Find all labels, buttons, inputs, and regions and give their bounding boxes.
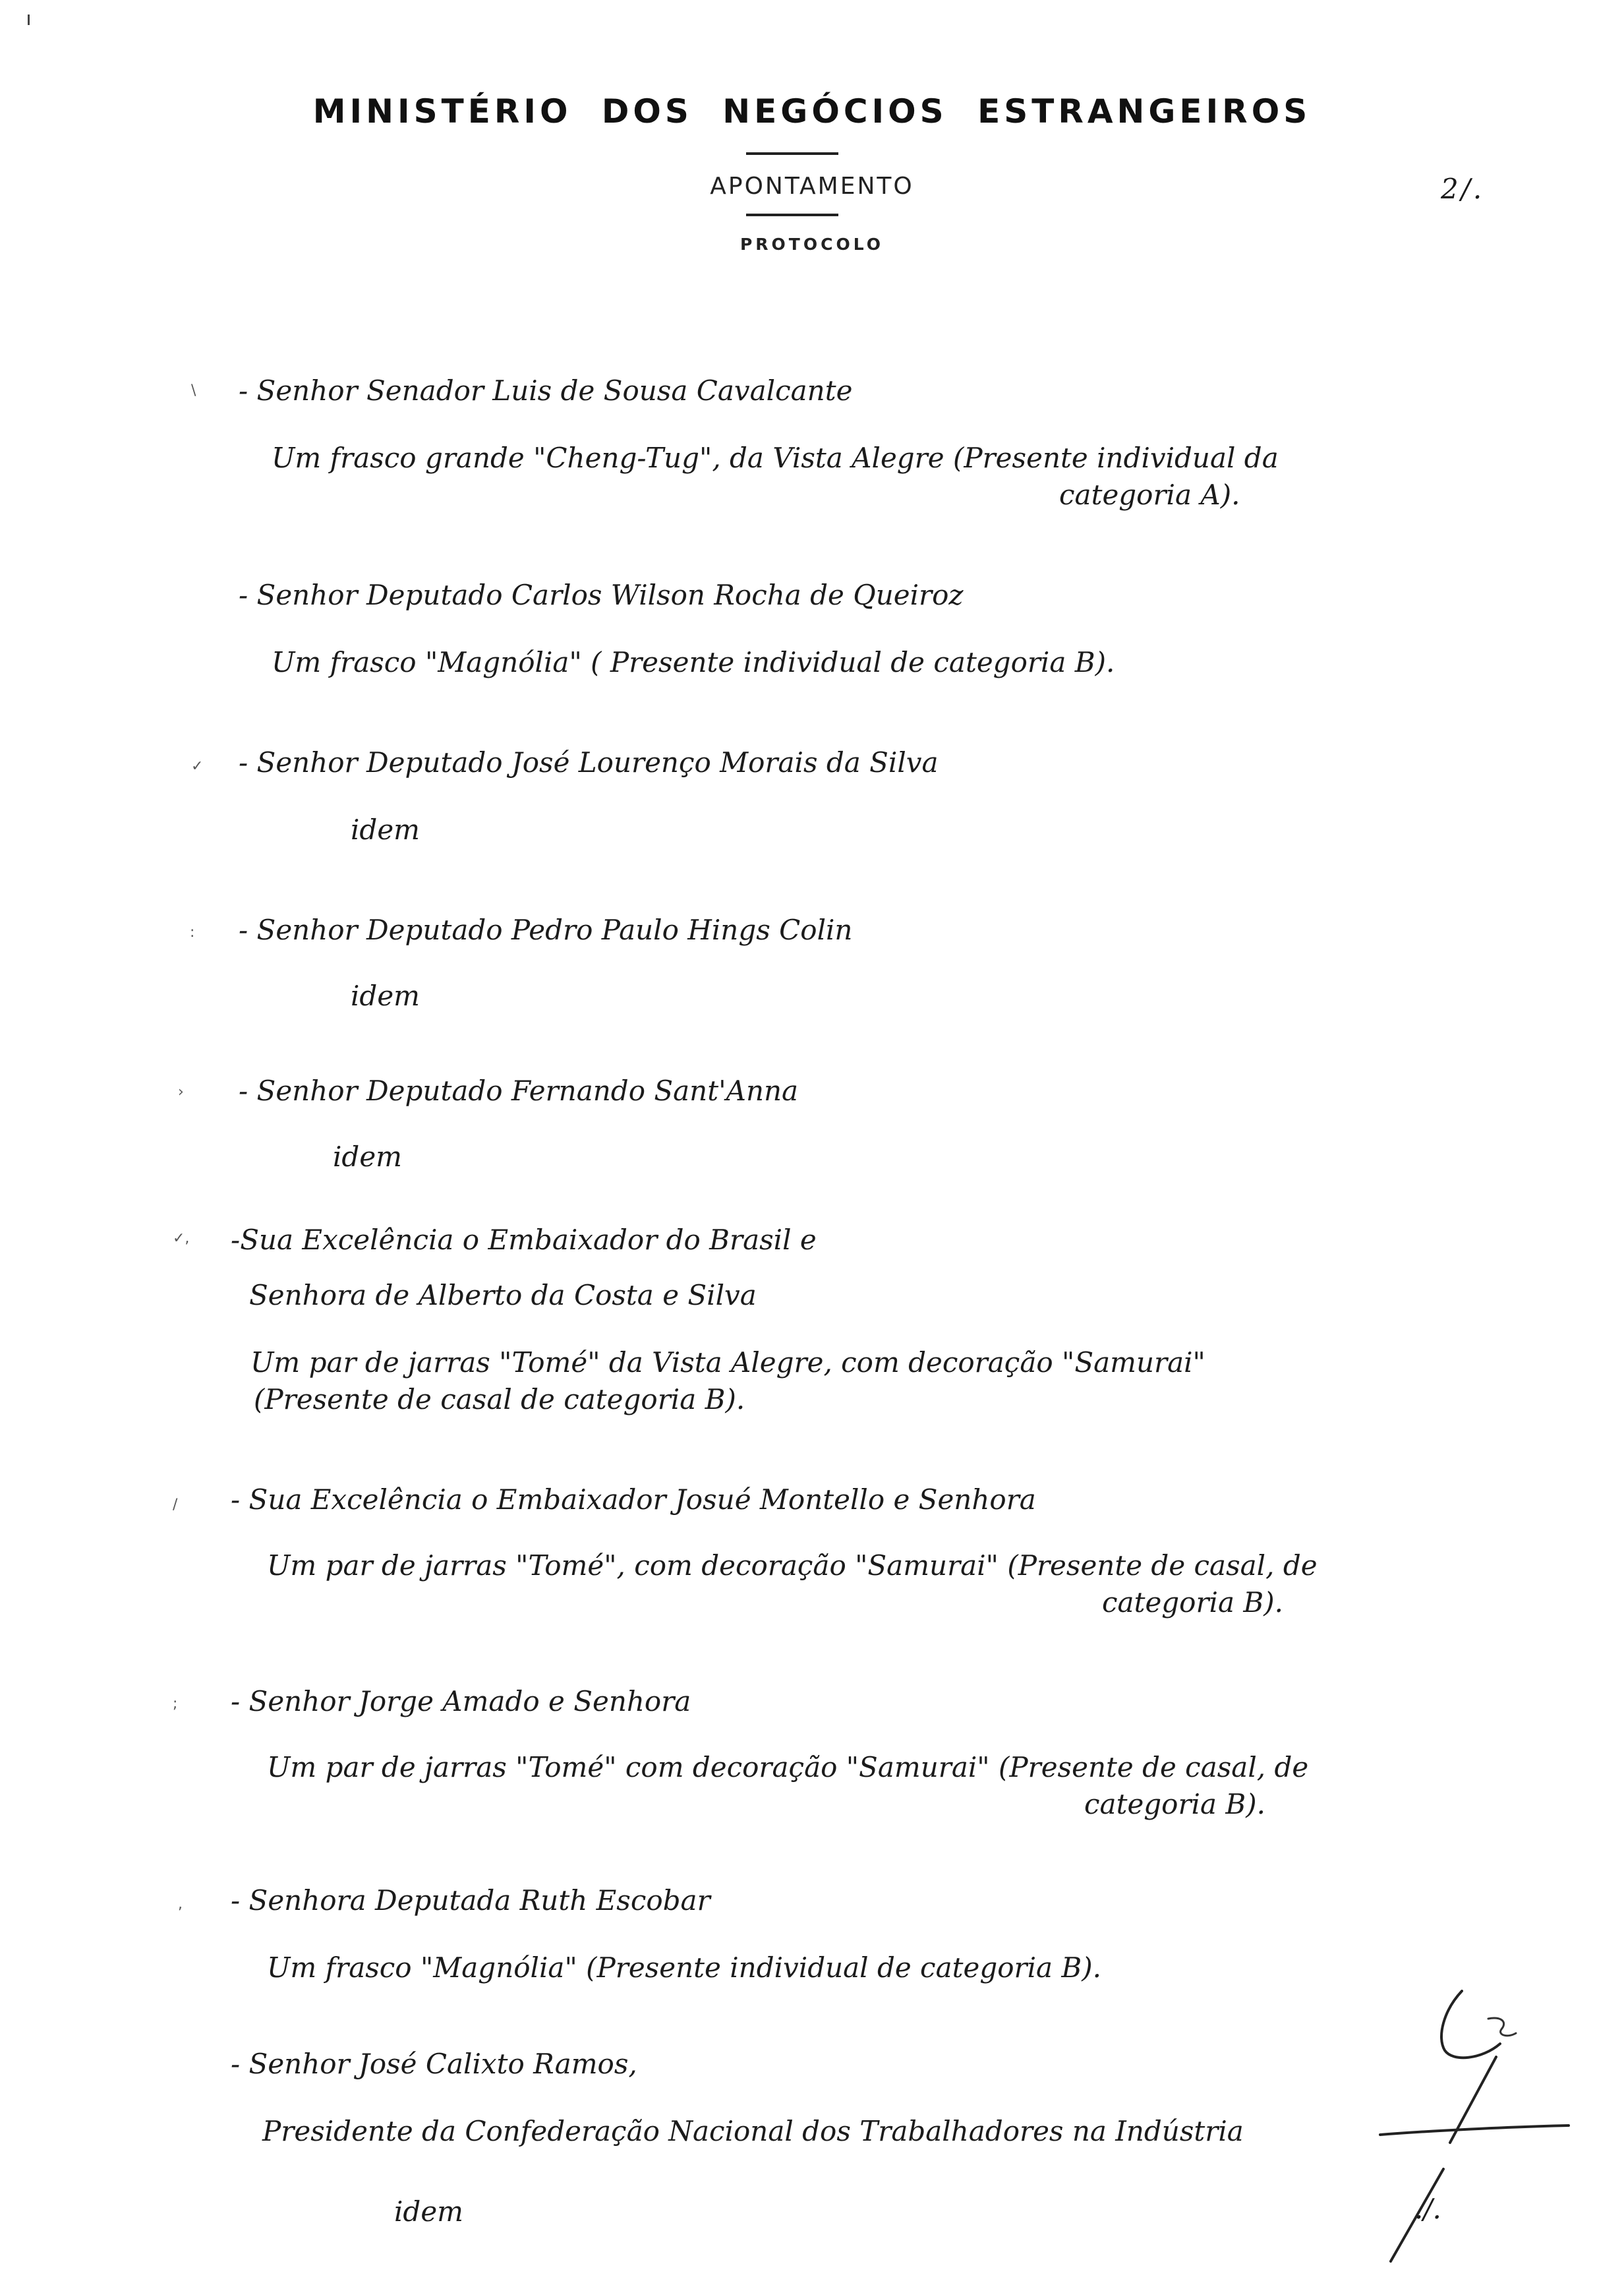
header-rule-top xyxy=(746,152,838,155)
gift-description: Um par de jarras "Tomé", com decoração "Samurai" (Presente de casal, de xyxy=(267,1549,1318,1582)
margin-mark: ✓, xyxy=(173,1230,190,1247)
gift-description: Um par de jarras "Tomé" com decoração "Samurai" (Presente de casal, de xyxy=(267,1751,1309,1783)
recipient-name: - Senhor Jorge Amado e Senhora xyxy=(231,1685,691,1717)
recipient-name: - Sua Excelência o Embaixador Josué Montello e Senhora xyxy=(231,1483,1036,1516)
gift-description-cont: (Presente de casal de categoria B). xyxy=(254,1383,745,1415)
gift-description: Um frasco grande "Cheng-Tug", da Vista Alegre (Presente individual da xyxy=(272,442,1279,474)
recipient-name: - Senhor Senador Luis de Sousa Cavalcante xyxy=(239,374,853,407)
gift-description-cont: categoria B). xyxy=(1084,1788,1265,1820)
recipient-name: - Senhor José Calixto Ramos, xyxy=(231,2048,637,2080)
recipient-name-cont: Presidente da Confederação Nacional dos Trabalhadores na Indústria xyxy=(262,2115,1244,2147)
margin-mark: › xyxy=(178,1084,184,1100)
ministry-heading: MINISTÉRIO DOS NEGÓCIOS ESTRANGEIROS xyxy=(312,92,1312,131)
margin-mark: / xyxy=(173,1497,178,1513)
section-label: PROTOCOLO xyxy=(740,235,884,254)
gift-description: Um par de jarras "Tomé" da Vista Alegre, com decoração "Samurai" xyxy=(250,1346,1205,1379)
gift-description: idem xyxy=(333,1141,402,1173)
margin-mark: \ xyxy=(191,382,196,399)
recipient-name: - Senhor Deputado Pedro Paulo Hings Colin xyxy=(239,914,853,946)
gift-description: idem xyxy=(394,2195,463,2228)
recipient-name: - Senhor Deputado Carlos Wilson Rocha de Queiroz xyxy=(239,579,964,611)
gift-description: Um frasco "Magnólia" ( Presente individual de categoria B). xyxy=(272,646,1115,678)
recipient-name-cont: Senhora de Alberto da Costa e Silva xyxy=(249,1279,757,1311)
recipient-name: - Senhor Deputado José Lourenço Morais da Silva xyxy=(239,746,939,779)
document-type: APONTAMENTO xyxy=(710,173,914,200)
recipient-name: - Senhor Deputado Fernando Sant'Anna xyxy=(239,1075,799,1107)
page-number: 2/. xyxy=(1441,173,1485,205)
gift-description-cont: categoria B). xyxy=(1102,1586,1283,1619)
margin-mark: : xyxy=(190,924,195,941)
margin-mark: , xyxy=(178,1896,183,1913)
recipient-name: -Sua Excelência o Embaixador do Brasil e xyxy=(231,1224,817,1256)
gift-description: Um frasco "Magnólia" (Presente individual de categoria B). xyxy=(267,1951,1102,1984)
continuation-mark: ./. xyxy=(1414,2193,1441,2225)
corner-tick xyxy=(28,15,30,25)
margin-mark: ✓ xyxy=(191,758,204,775)
header-rule-bottom xyxy=(746,214,838,216)
gift-description-cont: categoria A). xyxy=(1059,479,1240,511)
signature-mark xyxy=(1371,1978,1608,2268)
gift-description: idem xyxy=(351,980,420,1012)
gift-description: idem xyxy=(351,814,420,846)
recipient-name: - Senhora Deputada Ruth Escobar xyxy=(231,1884,710,1917)
margin-mark: ; xyxy=(173,1696,178,1712)
